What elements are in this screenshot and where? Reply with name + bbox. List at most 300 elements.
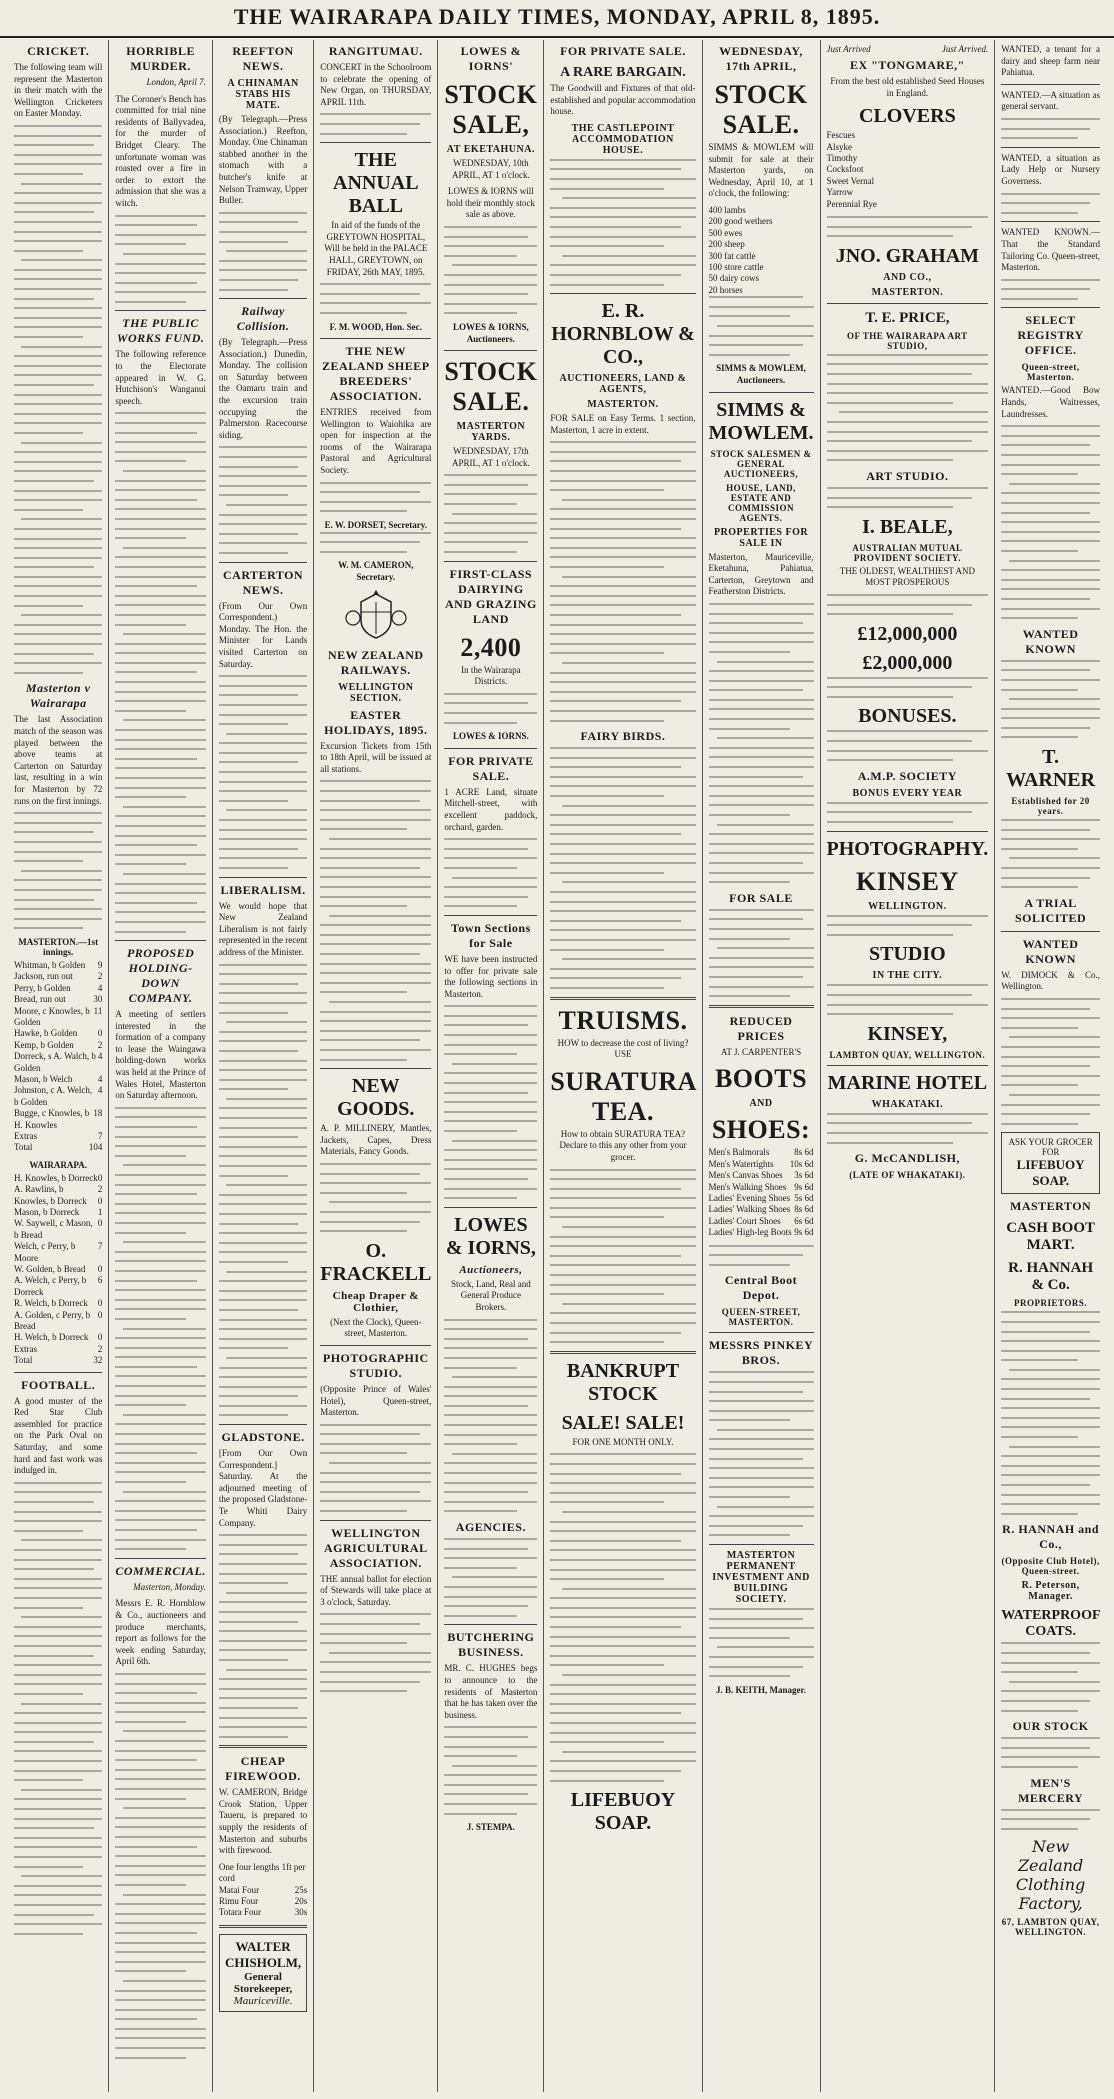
list-item — [219, 1862, 307, 1885]
list-item-value: 4 — [97, 1085, 103, 1096]
list-item-label: A. Golden, c Perry, b Bread — [14, 1309, 91, 1332]
list-item — [14, 1074, 102, 1085]
list-item — [827, 199, 989, 210]
list-item-value: 5s 6d — [794, 1192, 814, 1203]
dairying-acreage: 2,400 — [460, 632, 522, 662]
list-item-label: Ladies' Court Shoes — [708, 1215, 781, 1226]
text-block — [1001, 660, 1100, 739]
and-heading: AND — [749, 1098, 773, 1110]
text-block — [444, 693, 537, 724]
sheep-breeders-heading: THE NEW ZEALAND SHEEP BREEDERS' ASSOCIATION. — [322, 344, 430, 404]
list-item-label: H. Welch, b Dorreck — [14, 1332, 89, 1343]
private-sale-top: FOR PRIVATE SALE. — [560, 44, 686, 58]
liberalism-heading: LIBERALISM. — [220, 882, 306, 897]
lowes-iorns-subheading: Auctioneers, — [459, 1263, 523, 1276]
list-item — [709, 216, 814, 227]
lowes-signature: LOWES & IORNS, Auctioneers. — [453, 321, 529, 344]
divider — [709, 392, 814, 393]
list-item-value: 6s 6d — [794, 1215, 814, 1226]
photo-studio-text: (Opposite Prince of Wales' Hotel), Queen-street, Masterton. — [320, 1383, 432, 1418]
rangitumau-heading: RANGITUMAU. — [328, 44, 423, 58]
masterton-heading: Masterton v Wairarapa — [25, 681, 91, 711]
public-works-intro: The following reference to the Electorate appeared in W. G. Hutchison's Wanganui speech. — [115, 349, 206, 406]
list-item — [14, 1310, 102, 1333]
clovers-heading: CLOVERS — [859, 105, 956, 128]
list-item — [14, 1131, 102, 1142]
studio-heading: STUDIO — [869, 943, 946, 966]
registry-address: Queen-street, Masterton. — [1021, 362, 1080, 383]
murder-heading: HORRIBLE MURDER. — [126, 44, 195, 73]
list-item — [827, 130, 989, 141]
cricket-intro: The following team will represent the Masterton in their match with the Wellington Cricketers on Easter Monday. — [14, 62, 103, 119]
list-item — [709, 285, 814, 296]
reefton-subheading: A CHINAMAN STABS HIS MATE. — [227, 78, 299, 111]
list-item — [709, 262, 814, 273]
list-item-value: 18 — [93, 1108, 103, 1119]
photography-heading: PHOTOGRAPHY. — [826, 837, 989, 860]
list-item-label: Perennial Rye — [826, 198, 877, 209]
mccandlish-heading: G. McCANDLISH, — [854, 1151, 961, 1166]
amp-society-heading: A.M.P. SOCIETY — [857, 768, 957, 783]
column-6 — [544, 40, 702, 2092]
list-item — [14, 1332, 102, 1343]
mercery-heading: MEN'S MERCERY — [1018, 1775, 1084, 1805]
amp-text: THE OLDEST, WEALTHIEST AND MOST PROSPEROUS — [839, 565, 975, 588]
commercial-heading: COMMERCIAL. — [115, 1563, 206, 1578]
text-block — [827, 354, 989, 462]
text-block — [320, 482, 431, 513]
dimock-text: W. DIMOCK & Co., Wellington. — [1001, 969, 1100, 992]
list-item — [219, 1896, 307, 1907]
list-item-value: 0 — [97, 1172, 103, 1183]
beale-heading: I. BEALE, — [862, 515, 953, 538]
kinsey-heading: KINSEY — [856, 866, 959, 896]
list-item — [14, 1040, 102, 1051]
masthead-title: THE WAIRARAPA DAILY TIMES, MONDAY, APRIL 8, 1895. — [0, 0, 1114, 38]
column-5 — [438, 40, 544, 2092]
ball-signature: F. M. WOOD, Hon. Sec. — [329, 321, 422, 332]
list-item-label: A. Welch, c Perry, b Dorreck — [14, 1275, 87, 1297]
cash-boot-town: MASTERTON — [1010, 1199, 1092, 1214]
text-block — [444, 1319, 537, 1513]
list-item-label: Jackson, run out — [14, 971, 73, 982]
list-item — [709, 1182, 814, 1193]
divider — [709, 1332, 814, 1333]
list-item-value: 30 — [93, 994, 103, 1005]
list-item-label: Totara Four — [218, 1907, 261, 1918]
railways-subheading: WELLINGTON SECTION. — [338, 681, 414, 704]
list-item-label: Men's Watertights — [708, 1158, 774, 1169]
column-7 — [703, 40, 821, 2092]
list-item — [709, 1193, 814, 1204]
list-item-label: Moore, c Knowles, b Golden — [14, 1005, 90, 1027]
simms-agents: HOUSE, LAND, ESTATE AND COMMISSION AGENTS. — [726, 482, 796, 523]
text-block — [444, 1005, 537, 1199]
fairy-birds-heading: FAIRY BIRDS. — [580, 729, 666, 744]
list-item-value: 30s — [294, 1907, 308, 1918]
graham-location: MASTERTON. — [871, 286, 944, 298]
coat-of-arms-icon — [341, 588, 411, 644]
divider — [550, 1351, 695, 1354]
text-block — [1001, 1809, 1100, 1830]
divider — [115, 940, 206, 941]
divider — [115, 310, 206, 311]
properties-text: Masterton, Mauriceville, Eketahuna, Pahiatua, Carterton, Greytown and Featherston Districts. — [708, 551, 814, 597]
wanted-known-heading-2: WANTED KNOWN — [1022, 936, 1079, 966]
list-item-label: Sweet Vernal — [826, 175, 875, 186]
list-item-label: Johnston, c A. Welch, b Golden — [14, 1085, 93, 1107]
murder-dateline: London, April 7. The Coroner's Bench has committed for trial nine residents of Ballyvadea, for the murder of Bridget Cleary. The unfortunate woman was roasted over a fire in order to extort the admission that she was a witch. — [115, 77, 206, 208]
list-item — [709, 205, 814, 216]
text-block — [827, 487, 989, 508]
text-block — [1001, 118, 1100, 139]
text-block — [115, 215, 206, 303]
agricultural-heading: WELLINGTON AGRICULTURAL ASSOCIATION. — [324, 1525, 428, 1570]
list-item — [827, 176, 989, 187]
text-block — [320, 1163, 431, 1232]
peterson-manager: R. Peterson, Manager. — [1021, 1580, 1080, 1603]
list-item-value: 3s 6d — [794, 1170, 814, 1181]
column-3 — [213, 40, 314, 2092]
divider — [219, 1745, 307, 1748]
keith-signature: J. B. KEITH, Manager. — [716, 1684, 806, 1695]
butchering-text: MR. C. HUGHES begs to announce to the residents of Masterton that he has taken over the business. — [444, 1663, 538, 1720]
text-block — [709, 1608, 814, 1677]
list-item-label: Extras — [14, 1343, 37, 1354]
list-item-label: A. Rawlins, b — [14, 1184, 64, 1195]
list-item — [709, 1227, 814, 1238]
masterton-yards-heading: MASTERTON YARDS. — [456, 421, 526, 444]
text-block — [14, 1482, 102, 1935]
text-block — [827, 915, 989, 936]
cricket-heading: CRICKET. — [27, 44, 90, 58]
text-block — [709, 296, 814, 356]
hornblow-text: FOR SALE on Easy Terms. 1 section, Masterton, 1 acre in extent. — [550, 413, 696, 435]
list-item-value: 2 — [97, 971, 103, 982]
easter-heading: EASTER HOLIDAYS, 1895. — [324, 707, 428, 737]
list-item-label: Kemp, b Golden — [14, 1039, 74, 1050]
stock-sale-heading: STOCK SALE, — [444, 80, 538, 139]
list-item-value: 25s — [294, 1884, 308, 1895]
bankrupt-heading: BANKRUPT STOCK — [566, 1359, 680, 1405]
list-item-value: 9s 6d — [794, 1181, 814, 1192]
text-block — [550, 441, 695, 721]
list-item-value: 0 — [97, 1195, 103, 1206]
divider — [320, 1520, 431, 1521]
divider — [827, 831, 989, 832]
divider — [444, 748, 537, 749]
text-block — [14, 125, 102, 674]
list-item — [14, 1218, 102, 1241]
list-item — [14, 1173, 102, 1184]
frackell-address: (Next the Clock), Queen-street, Masterton. — [330, 1316, 422, 1339]
lifebuoy-ad — [1001, 1132, 1100, 1194]
list-item-value: 7 — [97, 1241, 103, 1252]
agricultural-text: THE annual ballot for election of Stewards will take place at 3 o'clock, Saturday. — [320, 1573, 432, 1607]
list-item-value: 0 — [97, 1218, 103, 1229]
divider — [444, 1624, 537, 1625]
price-subheading: OF THE WAIRARAPA ART STUDIO, — [847, 330, 968, 351]
chisholm-location: Mauriceville. — [233, 1994, 293, 2007]
studio-subheading: IN THE CITY. — [872, 970, 943, 982]
list-item-label: Rimu Four — [218, 1896, 259, 1907]
list-item-label: W. Golden, b Bread — [14, 1264, 86, 1275]
rare-bargain-heading: A RARE BARGAIN. — [560, 65, 686, 80]
masterton-intro: The last Association match of the season was played between the above teams at Carterton on Saturday last, resulting in a win for Masterton by 72 runs on the first innings. — [14, 714, 103, 806]
railways-heading: NEW ZEALAND RAILWAYS. — [327, 647, 424, 677]
bankrupt-text: FOR ONE MONTH ONLY. — [572, 1436, 674, 1447]
list-item — [14, 994, 102, 1005]
divider — [219, 1925, 307, 1928]
list-item-value: 1 — [97, 1207, 103, 1217]
text-block — [1001, 1642, 1100, 1711]
list-item-label: Hawke, b Golden — [14, 1028, 78, 1039]
text-block — [320, 780, 431, 1060]
lowes-iorns-heading: LOWES & IORNS, — [445, 1213, 536, 1259]
divider — [709, 1005, 814, 1008]
bankrupt-subheading: SALE! SALE! — [561, 1411, 685, 1434]
divider — [444, 350, 537, 351]
text-block — [219, 675, 307, 869]
list-item-label: Ladies' Walking Shoes — [708, 1204, 791, 1215]
text-block — [444, 1538, 537, 1617]
divider — [320, 1068, 431, 1069]
chisholm-name: WALTER CHISHOLM, — [224, 1938, 302, 1970]
text-block — [709, 1245, 814, 1266]
text-block — [320, 113, 431, 134]
list-item — [709, 1204, 814, 1215]
commercial-intro: Masterton, Monday. Messrs E. R. Hornblow & Co., auctioneers and produce merchants, report as follows for the week ending Saturday, April 6th. — [115, 1581, 206, 1667]
truisms-heading: TRUISMS. — [558, 1005, 688, 1035]
column-9 — [995, 40, 1106, 2092]
private-sale-text: 1 ACRE Land, situate Mitchell-street, with excellent paddock, orchard, garden. — [444, 786, 538, 832]
text-block — [550, 747, 695, 989]
simms-heading: SIMMS & MOWLEM. — [708, 398, 814, 444]
town-sections-text: WE have been instructed to offer for private sale the following sections in Masterton. — [444, 953, 538, 999]
divider — [219, 298, 307, 299]
list-item — [14, 1184, 102, 1195]
divider — [320, 142, 431, 143]
for-sale-heading: FOR SALE — [729, 890, 793, 905]
list-item-label: 200 good wethers — [708, 216, 773, 227]
list-item-value: 0 — [97, 1298, 103, 1309]
list-item-label: Knowles, b Dorreck — [14, 1195, 87, 1206]
list-item-label: 100 store cattle — [708, 262, 764, 272]
text-block — [550, 1453, 695, 1781]
text-block — [444, 838, 537, 907]
list-item-label: Total — [14, 1142, 33, 1153]
list-item — [827, 142, 989, 153]
list-item-label: Welch, c Perry, b Moore — [14, 1241, 76, 1263]
list-item-label: 400 lambs — [708, 204, 746, 215]
list-item-label: Perry, b Golden — [14, 982, 71, 993]
text-block — [1001, 819, 1100, 888]
lifebuoy-ask: ASK YOUR GROCER FOR — [1008, 1137, 1093, 1158]
wanted-servant: WANTED.—A situation as general servant. — [1001, 89, 1100, 112]
list-item — [709, 251, 814, 262]
list-item-label: One four lengths 1ft per cord — [218, 1861, 306, 1884]
list-item — [14, 1207, 102, 1218]
dorset-signature: E. W. DORSET, Secretary. — [324, 520, 428, 531]
suratura-heading: SURATURA TEA. — [550, 1066, 697, 1126]
liberalism-intro: We would hope that New Zealand Liberalism is not fairly represented in the recent address of the Minister. — [218, 900, 308, 957]
list-item-label: 200 sheep — [708, 239, 745, 250]
wanted-tailoring: WANTED KNOWN.—That the Standard Tailoring Co. Queen-street, Masterton. — [1001, 227, 1100, 273]
text-block — [827, 730, 989, 761]
list-item-value: 10s 6d — [789, 1158, 814, 1169]
divider — [1001, 307, 1100, 308]
list-item — [14, 960, 102, 971]
firewood-text: W. CAMERON, Bridge Crook Station, Upper Taueru, is prepared to supply the residents of Masterton and suburbs with firewood. — [218, 1787, 308, 1856]
list-item-label: Total — [14, 1355, 33, 1366]
text-block — [219, 964, 307, 1417]
bonuses-heading: BONUSES. — [858, 705, 957, 728]
tongmare-text: From the best old established Seed Houses in England. — [830, 76, 985, 98]
railway-heading: Railway Collision. — [236, 304, 290, 334]
firewood-price-list — [219, 1862, 307, 1919]
list-item-value: 104 — [88, 1142, 103, 1153]
just-arrived-left: Just Arrived — [826, 44, 871, 54]
stempa-signature: J. STEMPA. — [466, 1822, 515, 1833]
sheep-breeders-text: ENTRIES received from Wellington to Waiohika are open for inspection at the rooms of the Wairarapa Pastoral and Agricultural Society. — [320, 407, 432, 476]
ball-notice: In aid of the funds of the GREYTOWN HOSPITAL, Will be held in the PALACE HALL, GREYTOWN, on FRIDAY, 26th MAY, 1895. — [324, 220, 428, 277]
private-sale-heading: FOR PRIVATE SALE. — [448, 753, 534, 783]
list-item — [709, 239, 814, 250]
divider — [219, 562, 307, 563]
list-item — [14, 1142, 102, 1153]
list-item-label: Men's Canvas Shoes — [708, 1170, 783, 1181]
divider — [219, 1424, 307, 1425]
column-8 — [821, 40, 996, 2092]
list-item-label: 50 dairy cows — [708, 273, 760, 284]
tongmare-heading: EX "TONGMARE," — [849, 58, 965, 72]
masterton-yards-date: WEDNESDAY, 17th APRIL, AT 1 o'clock. — [452, 446, 530, 468]
list-item-label: Bugge, c Knowles, b H. Knowles — [14, 1108, 90, 1130]
kinsey-address: LAMBTON QUAY, WELLINGTON. — [829, 1049, 986, 1060]
gladstone-heading: GLADSTONE. — [221, 1430, 305, 1445]
trial-heading: A TRIAL SOLICITED — [1015, 895, 1087, 925]
price-heading: T. E. PRICE, — [865, 309, 950, 326]
easter-text: Excursion Tickets from 15th to 18th April, will be issued at all stations. — [320, 740, 432, 774]
list-item-label: R. Welch, b Dorreck — [14, 1298, 88, 1309]
list-item-value: 4 — [97, 1073, 103, 1084]
list-item-value: 11 — [93, 1005, 103, 1016]
dairying-text: In the Wairarapa Districts. — [461, 664, 521, 687]
text-block — [14, 812, 102, 929]
list-item — [14, 1298, 102, 1309]
text-block — [219, 1534, 307, 1737]
reefton-heading: REEFTON NEWS. — [232, 44, 294, 73]
list-item — [14, 1196, 102, 1207]
text-block — [1001, 193, 1100, 214]
list-item-label: H. Knowles, b Dorreck — [14, 1172, 98, 1183]
list-item-label: Fescues — [826, 130, 856, 141]
list-item — [14, 971, 102, 982]
art-studio-heading: ART STUDIO. — [866, 468, 949, 483]
waterproof-heading: WATERPROOF COATS. — [1001, 1608, 1101, 1640]
properties-heading: PROPERTIES FOR SALE IN — [713, 526, 809, 549]
simms-signature: SIMMS & MOWLEM, Auctioneers. — [716, 363, 806, 385]
list-item-label: Matai Four — [218, 1884, 260, 1895]
wairarapa-innings-list — [14, 1173, 102, 1367]
mccandlish-subheading: (LATE OF WHAKATAKI). — [849, 1170, 966, 1181]
list-item — [14, 1344, 102, 1355]
list-item-value: 8s 6d — [794, 1147, 814, 1158]
text-block — [320, 283, 431, 314]
list-item-label: 20 horses — [708, 284, 743, 295]
lowes-iorns-top: LOWES & IORNS' — [460, 44, 522, 73]
new-goods-text: A. P. MILLINERY, Mantles, Jackets, Capes, Dress Materials, Fancy Goods. — [320, 1123, 432, 1157]
text-block — [219, 446, 307, 554]
wairarapa-title: WAIRARAPA. — [29, 1159, 87, 1170]
hornblow-location: MASTERTON. — [587, 399, 659, 411]
list-item — [827, 164, 989, 175]
divider — [115, 1558, 206, 1559]
text-block — [320, 1613, 431, 1692]
kinsey-heading-2: KINSEY, — [867, 1022, 948, 1045]
list-item — [827, 187, 989, 198]
list-item-label: Bread, run out — [14, 994, 66, 1005]
warner-subheading: Established for 20 years. — [1011, 796, 1090, 817]
holding-down-heading: PROPOSED HOLDING-DOWN COMPANY. — [126, 946, 195, 1006]
divider — [320, 338, 431, 339]
list-item-label: Ladies' High-leg Boots — [708, 1227, 792, 1238]
marine-hotel-heading: MARINE HOTEL — [827, 1071, 988, 1094]
divider — [219, 877, 307, 878]
divider — [550, 293, 695, 294]
text-block — [219, 212, 307, 291]
text-block — [827, 984, 989, 1015]
frackell-heading: O. FRACKELL — [320, 1239, 432, 1285]
list-item-value: 32 — [93, 1355, 103, 1366]
list-item — [14, 1108, 102, 1131]
list-item — [709, 1216, 814, 1227]
list-item — [14, 1028, 102, 1039]
text-block — [827, 1113, 989, 1144]
list-item-value: 4 — [97, 1051, 103, 1062]
chisholm-title: General Storekeeper, — [233, 1970, 293, 1995]
text-block — [550, 159, 695, 286]
cameron-signature: W. M. CAMERON, Secretary. — [338, 560, 414, 582]
text-block — [115, 1107, 206, 1550]
hannah-subheading: PROPRIETORS. — [1014, 1298, 1088, 1309]
agencies-heading: AGENCIES. — [455, 1520, 526, 1534]
list-item-label: Dorreck, s A. Walch, b Golden — [14, 1051, 96, 1073]
list-item-value: 2 — [97, 1184, 103, 1195]
marine-hotel-location: WHAKATAKI. — [871, 1098, 944, 1110]
public-works-heading: THE PUBLIC WORKS FUND. — [116, 316, 205, 346]
divider — [444, 1207, 537, 1208]
bonus-every-year: BONUS EVERY YEAR — [852, 787, 963, 799]
football-heading: FOOTBALL. — [21, 1377, 96, 1392]
list-item-value: 0 — [97, 1332, 103, 1343]
list-item — [709, 228, 814, 239]
list-item-value: 9s 6d — [794, 1227, 814, 1238]
list-item-label: Extras — [14, 1130, 37, 1141]
shoes-heading: SHOES: — [711, 1115, 811, 1145]
list-item-value: 8s 6d — [794, 1204, 814, 1215]
clothing-factory-address: 67, LAMBTON QUAY, WELLINGTON. — [1001, 1917, 1100, 1938]
stock-sale-heading-3: STOCK SALE. — [714, 80, 808, 139]
list-item — [14, 1264, 102, 1275]
wednesday-top: WEDNESDAY, 17th APRIL, — [719, 44, 803, 73]
list-item-label: Timothy — [826, 153, 858, 163]
eketahuna-date: WEDNESDAY, 10th APRIL, AT 1 o'clock. LOWES & IORNS will hold their monthly stock sale as above. — [446, 158, 536, 220]
text-block — [1001, 1311, 1100, 1514]
text-block — [444, 226, 537, 314]
list-item-value: 2 — [97, 1343, 103, 1354]
cash-boot-heading: CASH BOOT MART. — [1006, 1220, 1095, 1254]
